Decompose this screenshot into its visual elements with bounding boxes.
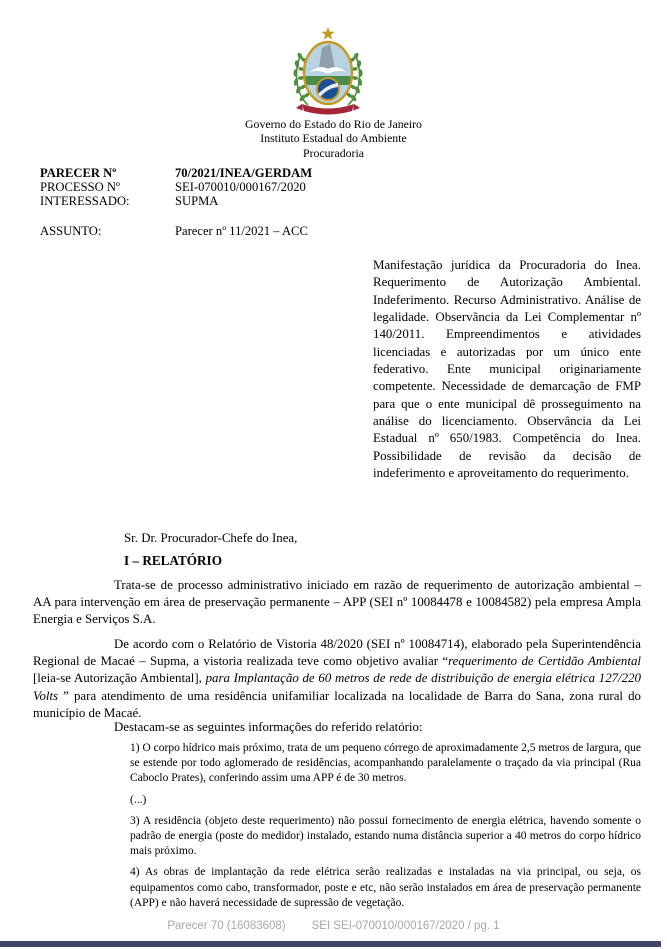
assunto-value: Parecer nº 11/2021 – ACC xyxy=(175,223,308,238)
document-fields xyxy=(40,166,312,238)
assunto-label: ASSUNTO: xyxy=(40,223,102,238)
paragraph-1: Trata-se de processo administrativo iniciado em razão de requerimento de autorização ambiental – AA para intervenção em área de preservação permanente – APP (SEI nº 10084478 e 10084582) pela empresa Ampla Energia e Serviços S.A. xyxy=(33,578,641,627)
footer-doc-ref: Parecer 70 (16083608) xyxy=(167,920,286,932)
star-shape xyxy=(321,27,334,39)
paragraph-2-pre: De acordo com o Relatório de Vistoria 48/2020 (SEI nº 10084714), elaborado pela Superintendência Regional de Macaé – Supma, a vistoria realizada teve como objetivo avaliar “ xyxy=(33,637,641,669)
rio-coat-of-arms-icon xyxy=(284,26,372,116)
org-line-government: Governo do Estado do Rio de Janeiro xyxy=(245,117,422,131)
section-heading-relatorio: I – RELATÓRIO xyxy=(124,553,222,568)
quote-item-ellipsis: (...) xyxy=(130,793,147,806)
field-row-processo xyxy=(40,180,312,194)
paragraph-2-mid: [leia-se Autorização Ambiental], xyxy=(33,671,206,686)
interessado-value: SUPMA xyxy=(175,194,219,209)
report-quotes xyxy=(130,741,641,917)
field-row-assunto xyxy=(40,224,312,238)
parecer-label: PARECER Nº xyxy=(40,166,117,180)
quote-item-1: 1) O corpo hídrico mais próximo, trata de um pequeno córrego de aproximadamente 2,5 metros de largura, que se estende por todo aglomerado de residências, acompanhando paralelamente o traçado da via principal (Rua Caboclo Prates), conferindo assim uma APP é de 30 metros. xyxy=(130,742,641,785)
paragraph-2 xyxy=(33,636,641,722)
paragraph-2-post: ” para atendimento de uma residência unifamiliar localizada na localidade de Barra do Sana, zona rural do município de Macaé. xyxy=(33,688,641,720)
salutation: Sr. Dr. Procurador-Chefe do Inea, xyxy=(124,531,298,545)
org-line-institute: Instituto Estadual do Ambiente xyxy=(260,131,407,146)
processo-label: PROCESSO Nº xyxy=(40,180,120,195)
paragraph-2-italic-2: para Implantação de 60 metros de rede de distribuição de energia elétrica 127/220 Volts xyxy=(33,671,642,703)
quote-item-3: 3) A residência (objeto deste requerimento) não possui fornecimento de energia elétrica, havendo somente o padrão de energia (poste do medidor) instalado, estando numa distância superior a 40 metros do corpo hídrico mais próximo. xyxy=(130,814,641,858)
paragraph-3: Destacam-se as seguintes informações do referido relatório: xyxy=(114,720,423,734)
footer-sei-ref: SEI SEI-070010/000167/2020 / pg. 1 xyxy=(311,920,500,932)
parecer-value: 70/2021/INEA/GERDAM xyxy=(175,166,313,180)
field-row-interessado xyxy=(40,194,312,208)
org-header xyxy=(0,117,667,160)
processo-value: SEI-070010/000167/2020 xyxy=(175,180,306,195)
org-line-department: Procuradoria xyxy=(303,145,364,160)
paragraph-2-italic-1: requerimento de Certidão Ambiental xyxy=(448,654,641,669)
ementa-summary: Manifestação jurídica da Procuradoria do Inea. Requerimento de Autorização Ambiental. Indeferimento. Recurso Administrativo. Análise de legalidade. Observância da Lei Complementar nº 140/2011. Empreendimentos e atividades licenciadas e autorizadas por um único ente federativo. Ente municipal originariamente competente. Necessidade de demarcação de FMP para que o ente municipal dê prosseguimento na análise do licenciamento. Observância da Lei Estadual nº 650/1983. Competência do Inea. Possibilidade de revisão da decisão de indeferimento e aproveitamento do requerimento. xyxy=(373,258,641,481)
quote-item-4: 4) As obras de implantação da rede elétrica serão realizadas e instaladas na via principal, ou seja, os equipamentos como cabo, transformador, poste e etc, não serão instalados em área de preservação permanente (APP) e não haverá necessidade de supressão de vegetação. xyxy=(130,866,641,909)
ribbon-shape xyxy=(302,104,354,115)
bottom-bar xyxy=(0,941,661,947)
sei-footer xyxy=(0,920,667,932)
field-row-parecer xyxy=(40,166,312,180)
interessado-label: INTERESSADO: xyxy=(40,194,130,209)
